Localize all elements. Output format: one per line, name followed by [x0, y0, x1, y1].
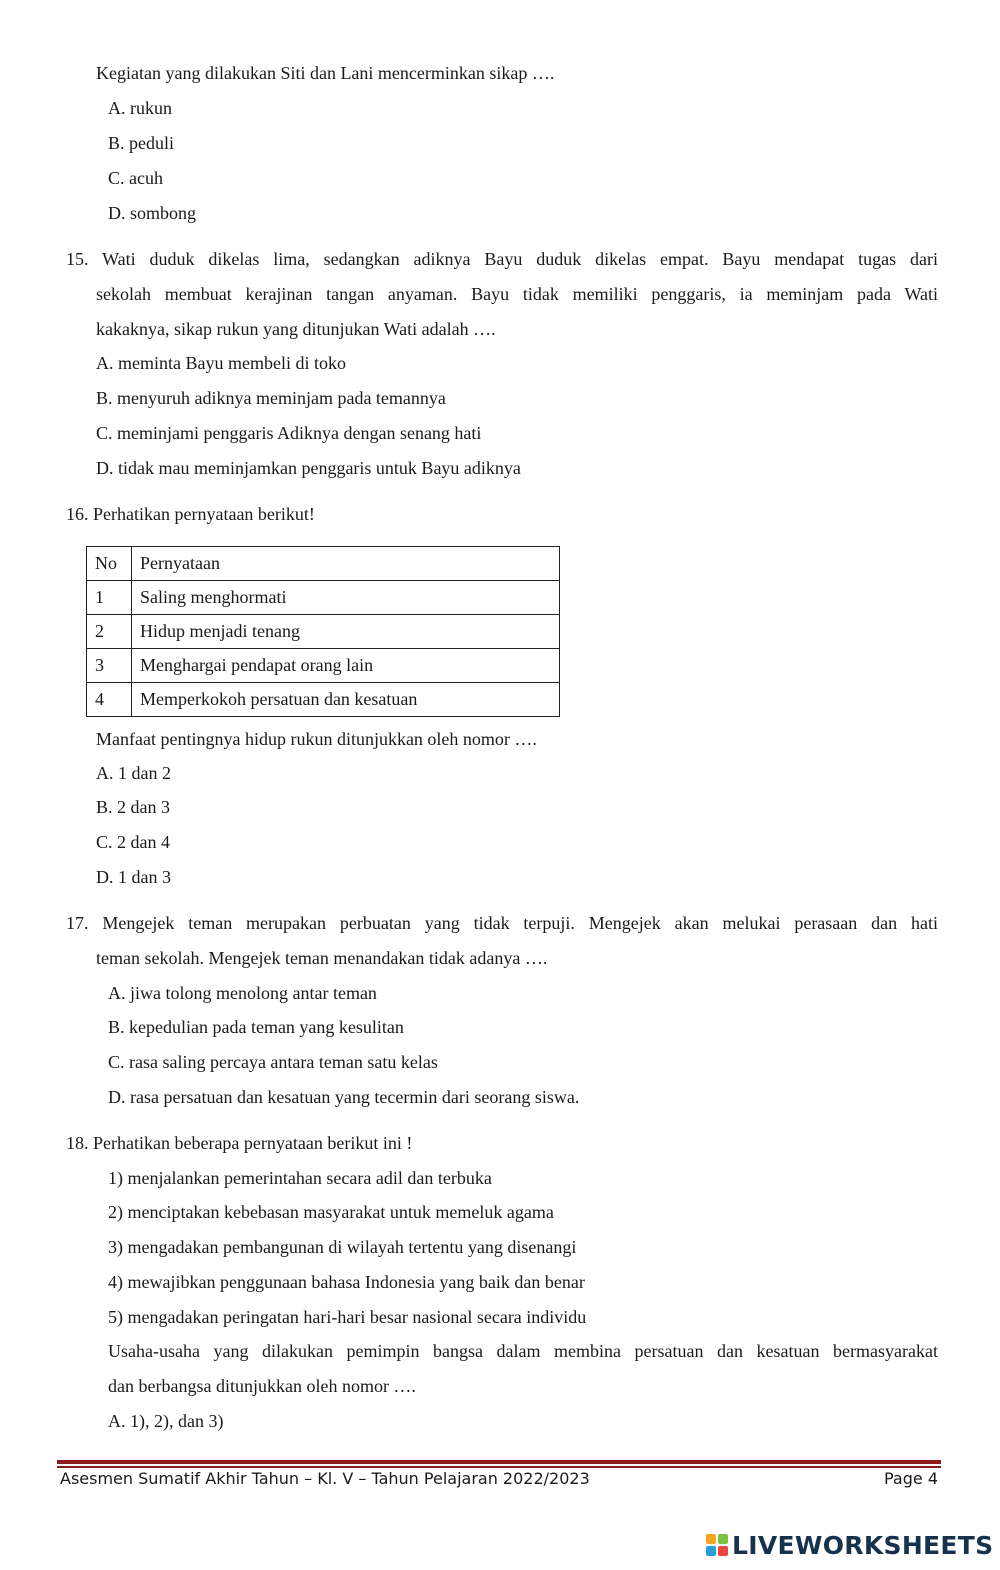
brand-name: LIVEWORKSHEETS: [732, 1530, 994, 1560]
q18-item-4: 4) mewajibkan penggunaan bahasa Indonesia yang baik dan benar: [108, 1272, 585, 1292]
table-cell-statement: Saling menghormati: [132, 581, 560, 615]
q18-stem: 18. Perhatikan beberapa pernyataan berikut ini !: [66, 1133, 413, 1153]
q15-option-b: B. menyuruh adiknya meminjam pada temannya: [96, 388, 446, 408]
q17-option-a: A. jiwa tolong menolong antar teman: [108, 983, 377, 1003]
statement-table: [86, 546, 560, 717]
q14-option-a: A. rukun: [108, 98, 172, 118]
q14-option-b: B. peduli: [108, 133, 174, 153]
q15-option-d: D. tidak mau meminjamkan penggaris untuk Bayu adiknya: [96, 458, 521, 478]
q16-option-a: A. 1 dan 2: [96, 763, 171, 783]
page-number: Page 4: [884, 1469, 938, 1488]
table-header-row: [87, 547, 560, 581]
q17-option-d: D. rasa persatuan dan kesatuan yang tecermin dari seorang siswa.: [108, 1087, 580, 1107]
q15-line-3: kakaknya, sikap rukun yang ditunjukan Wati adalah ….: [96, 319, 496, 339]
footer-rule-thick: [57, 1460, 941, 1464]
q17-option-b: B. kepedulian pada teman yang kesulitan: [108, 1017, 404, 1037]
q16-option-b: B. 2 dan 3: [96, 797, 170, 817]
q15-line-1: 15. Wati duduk dikelas lima, sedangkan adiknya Bayu duduk dikelas empat. Bayu mendapat tugas dari: [66, 249, 938, 269]
q18-option-a: A. 1), 2), dan 3): [108, 1411, 224, 1431]
table-cell-statement: Hidup menjadi tenang: [132, 615, 560, 649]
q18-item-3: 3) mengadakan pembangunan di wilayah tertentu yang disenangi: [108, 1237, 577, 1257]
q17-line-1: 17. Mengejek teman merupakan perbuatan yang tidak terpuji. Mengejek akan melukai perasaan dan hati: [66, 913, 938, 933]
q18-question-line-2: dan berbangsa ditunjukkan oleh nomor ….: [108, 1376, 416, 1396]
footer-title: Asesmen Sumatif Akhir Tahun – Kl. V – Tahun Pelajaran 2022/2023: [60, 1469, 590, 1488]
liveworksheets-logo-icon: [706, 1534, 728, 1556]
table-header-statement: Pernyataan: [132, 547, 560, 581]
q14-option-d: D. sombong: [108, 203, 197, 223]
table-row: [87, 683, 560, 717]
table-cell-no: 2: [87, 615, 132, 649]
q17-option-c: C. rasa saling percaya antara teman satu kelas: [108, 1052, 438, 1072]
table-cell-statement: Memperkokoh persatuan dan kesatuan: [132, 683, 560, 717]
table-row: [87, 615, 560, 649]
table-cell-no: 1: [87, 581, 132, 615]
q14-stem: Kegiatan yang dilakukan Siti dan Lani mencerminkan sikap ….: [96, 63, 555, 83]
table-cell-no: 4: [87, 683, 132, 717]
q16-option-d: D. 1 dan 3: [96, 867, 171, 887]
table-row: [87, 649, 560, 683]
q16-stem: 16. Perhatikan pernyataan berikut!: [66, 504, 315, 524]
q17-line-2: teman sekolah. Mengejek teman menandakan tidak adanya ….: [96, 948, 548, 968]
q14-option-c: C. acuh: [108, 168, 163, 188]
table-cell-statement: Menghargai pendapat orang lain: [132, 649, 560, 683]
q15-option-a: A. meminta Bayu membeli di toko: [96, 353, 346, 373]
q18-item-5: 5) mengadakan peringatan hari-hari besar nasional secara individu: [108, 1307, 587, 1327]
footer-rule-thin: [57, 1466, 941, 1468]
q15-line-2: sekolah membuat kerajinan tangan anyaman. Bayu tidak memiliki penggaris, ia meminjam pada Wati: [96, 284, 938, 304]
q18-item-2: 2) menciptakan kebebasan masyarakat untuk memeluk agama: [108, 1202, 554, 1222]
q15-option-c: C. meminjami penggaris Adiknya dengan senang hati: [96, 423, 482, 443]
q16-question: Manfaat pentingnya hidup rukun ditunjukkan oleh nomor ….: [96, 729, 537, 749]
table-cell-no: 3: [87, 649, 132, 683]
liveworksheets-logo[interactable]: [706, 1529, 994, 1561]
table-header-no: No: [87, 547, 132, 581]
q18-question-line-1: Usaha-usaha yang dilakukan pemimpin bangsa dalam membina persatuan dan kesatuan bermasyarakat: [108, 1341, 938, 1361]
q16-option-c: C. 2 dan 4: [96, 832, 170, 852]
q18-item-1: 1) menjalankan pemerintahan secara adil dan terbuka: [108, 1168, 492, 1188]
table-row: [87, 581, 560, 615]
